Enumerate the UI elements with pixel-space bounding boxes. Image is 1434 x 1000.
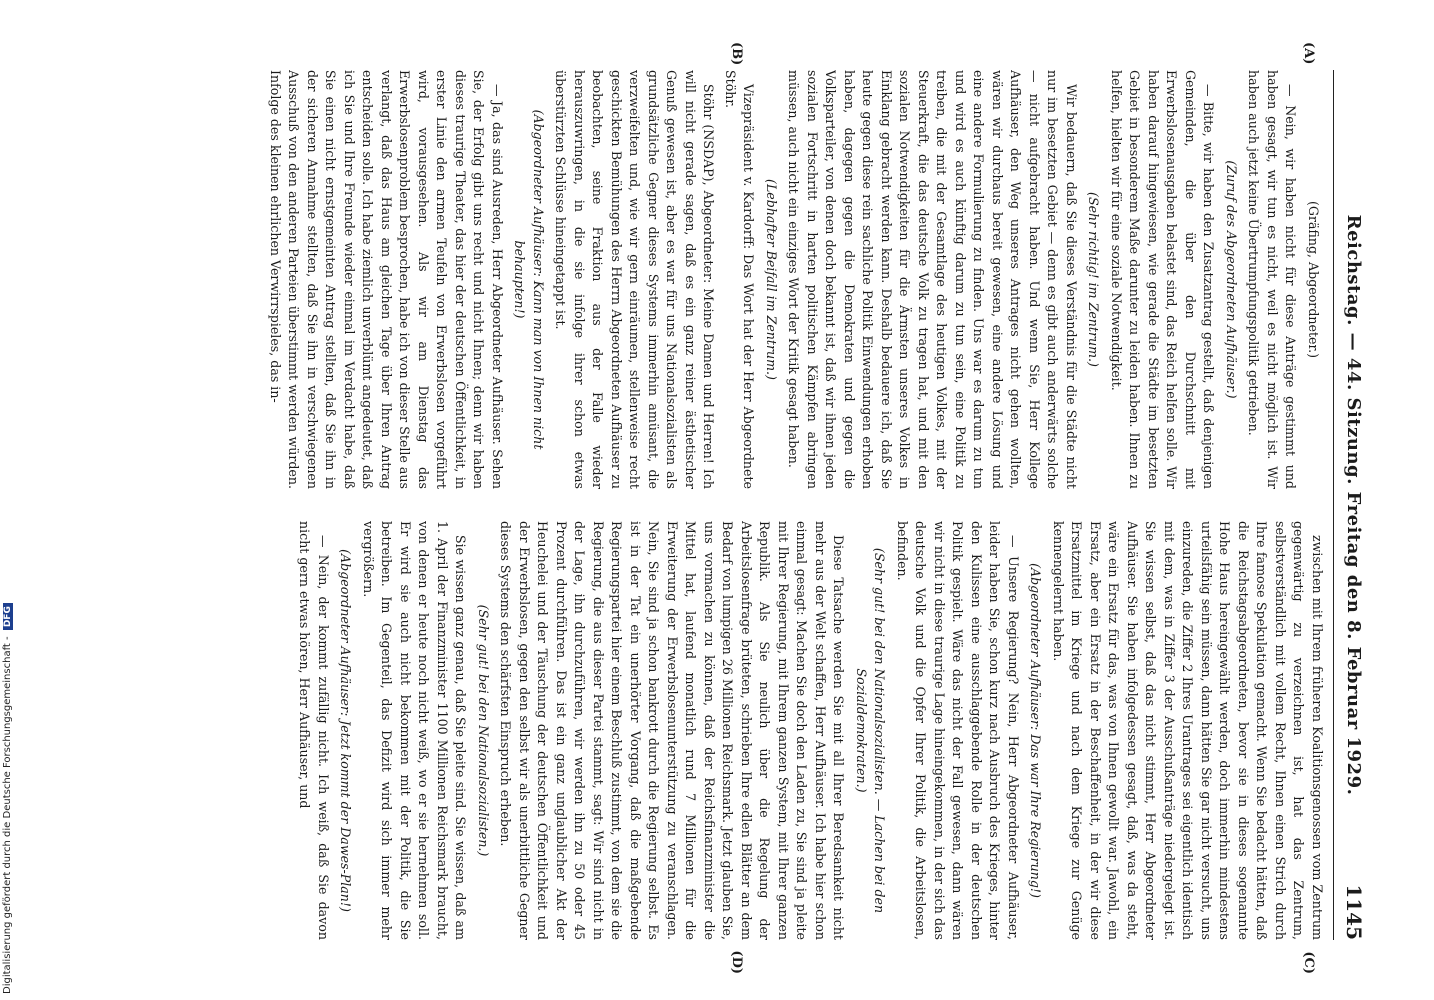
footer-text: Digitalisierung gefördert durch die Deutsche Forschungsgemeinschaft - [2,636,13,994]
margin-marker-d: (D) [729,950,744,974]
interjection: (Zuruf des Abgeordneten Aufhäuser.) [1224,160,1239,399]
paragraph: — Nein, der kommt zufällig nicht. Ich weiß, daß Sie davon nicht gern etwas hören, Herr Aufhäuser, und [297,521,331,940]
page-title: Reichstag. — 44. Sitzung. Freitag den 8. Februar 1929. [1343,214,1365,796]
margin-marker-c: (C) [1301,951,1316,974]
paragraph: Sie wissen ganz genau, daß Sie pleite sind. Sie wissen, daß am 1. April der Finanzminister 1100 Millionen Reichsmark braucht, von denen er heute noch nicht weiß, wo er sie hernehmen soll. Er wird sie auch nicht bekommen mit der Politik, die Sie betreiben. Im Gegenteil, das Defizit wird sich immer mehr vergrößern. [361,521,469,940]
paragraph: Vizepräsident v. Kardorff: Das Wort hat der Herr Abgeordnete Stöhr. [723,70,757,489]
interjection: (Sehr gut! bei den Nationalsozialisten.) [476,604,491,857]
footer-credit [2,0,18,994]
text-columns [160,70,1326,940]
right-column [160,521,1326,940]
footer-strip [2,0,18,1000]
page-header [1333,70,1374,940]
left-column [160,70,1326,489]
interjection: (Sehr gut! bei den Nationalsozialisten. — Lachen bei den Sozialdemokraten.) [854,547,888,914]
paragraph: — Unsere Regierung? Nein, Herr Abgeordneter Aufhäuser, leider haben Sie, schon kurz nach Ausbruch des Krieges, hinter den Kulissen eine ausschlaggebende Rolle in der deutschen Politik gespielt. Wäre das nicht der Fall gewesen, dann wären wir nicht in diese traurige Lage hineingekommen, in der sich das deutsche Volk und die Opfer Ihrer Politik, die Arbeitslosen, befinden. [895,521,1021,940]
interjection: (Lebhafter Beifall im Zentrum.) [764,179,779,380]
interjection: (Sehr richtig! im Zentrum.) [1086,192,1102,367]
interjection: (Abgeordneter Aufhäuser: Das war Ihre Regierung!) [1028,563,1044,898]
paragraph: zwischen mit Ihrem früheren Koalitionsgenossen vom Zentrum gegenwärtig zu verzeichnen ist, hat das Zentrum, selbstverständlich mit vollem Recht, Ihnen einen Strich durch Ihre famose Spekulation gemacht. Wenn Sie bedacht hätten, daß die Reichstagsabgeordneten, bevor sie in dieses sogenannte Hohe Haus hereingewählt werden, doch immerhin mindestens urteilsfähig sein müssen, dann hätten Sie gar nicht versucht, uns einzureden, die Ziffer 2 Ihres Urantrages sei eigentlich identisch mit dem, was in Ziffer 3 der Ausschußanträge niedergelegt ist. Sie wissen selbst, daß das nicht stimmt, Herr Abgeordneter Aufhäuser. Sie haben infolgedessen gesagt, daß, was da steht, wäre ein Ersatz für das, was von Ihnen gewollt war. Jawohl, ein Ersatz, aber ein Ersatz in der Beschaffenheit, in der wir diese Ersatzmittel im Kriege und nach dem Kriege zur Genüge kennengelernt haben. [1051,521,1325,940]
interjection: (Abgeordneter Aufhäuser: Jetzt kommt der Dawes-Plan!) [338,549,354,912]
dfg-logo: DFG [3,603,13,630]
interjection: (Abgeordneter Aufhäuser: Kann man von Ihnen nicht behaupten!) [512,109,546,450]
margin-marker-a: (A) [1301,42,1316,65]
paragraph: Diese Tatsache werden Sie mit all Ihrer Beredsamkeit nicht mehr aus der Welt schaffen, Herr Aufhäuser. Ich habe hier schon einmal gesagt: Machen Sie doch den Laden zu, Sie sind ja pleite mit Ihrer Regierung, mit Ihrem ganzen System, mit Ihrer ganzen Republik. Als Sie neulich über die Regelung der Arbeitslosenfrage brüteten, schrieben Ihre edlen Blätter an dem Bedarf von lumpigen 26 Millionen Reichsmark. Jetzt glauben Sie, uns vormachen zu können, daß der Reichsfinanzminister die Mittel hat, laufend monatlich rund 7 Millionen für die Erweiterung der Erwerbslosenunterstützung zu veranschlagen. Nein, Sie sind ja schon bankrott durch die Regierung selbst. Es ist in der Tat ein unerhörter Vorgang, daß die maßgebende Regierungspartei hier einem Beschluß zustimmt, von dem sie die Regierung, die aus dieser Partei stammt, sagt: Wir sind nicht in der Lage, ihn durchzuführen, wir werden ihn zu 50 oder 45 Prozent durchführen. Das ist ein ganz unglaublicher Akt der Heuchelei und der Täuschung der deutschen Öffentlichkeit und der Erwerbslosen, gegen den selbst wir als unerbittliche Gegner dieses Systems den schärfsten Einspruch erheben. [498,521,847,940]
paragraph: Stöhr (NSDAP), Abgeordneter: Meine Damen und Herren! Ich will nicht gerade sagen, daß es ein ganz reiner ästhetischer Genuß gewesen ist, aber es war für uns Nationalsozialisten als grundsätzliche Gegner dieses Systems immerhin amüsant, die verzweifelten und, wie wir gern einräumen, stellenweise recht geschickten Bemühungen des Herrn Abgeordneten Aufhäuser zu beobachten, seine Fraktion aus der Falle wieder herauszuwringen, in die sie infolge ihrer schon etwas überstürzten Schlüsse hineingetappt ist. [553,70,717,489]
paragraph: — Bitte, wir haben den Zusatzantrag gestellt, daß denjenigen Gemeinden, die über den Durchschnitt mit Erwerbslosenausgaben belastet sind, das Reich helfen solle. Wir haben darauf hingewiesen, wie gerade die Städte im besetzten Gebiet in besonderem Maße darunter zu leiden haben. Ihnen zu helfen, hielten wir für eine soziale Notwendigkeit. [1109,70,1217,489]
speaker-continued: (Gräfing, Abgeordneter.) [1306,200,1321,359]
paragraph: — Nein, wir haben nicht für diese Anträge gestimmt und haben gesagt, wir tun es nicht, weil es nicht möglich ist. Wir haben auch jetzt keine Übertrumpfungspolitik getrieben. [1246,70,1299,489]
margin-marker-b: (B) [729,42,744,66]
page-number: 1145 [1342,884,1366,940]
paragraph: — Ja, das sind Ausreden, Herr Abgeordneter Aufhäuser. Sehen Sie, der Erfolg gibt uns recht und nicht Ihnen; denn wir haben dieses traurige Theater, das hier der deutschen Öffentlichkeit, in erster Linie den armen Teufeln von Erwerbslosen vorgeführt wird, vorausgesehen. Als wir am Dienstag das Erwerbslosenproblem besprochen, habe ich von dieser Stelle aus verlangt, daß das Haus am gleichen Tage über Ihren Antrag entscheiden solle. Ich habe ziemlich unverblümt angedeutet, daß ich Sie und Ihre Freunde wieder einmal im Verdacht habe, daß Sie einen nicht ernstgemeinten Antrag stellten, daß Sie ihn in der sicheren Annahme stellten, daß Sie ihn in verschwiegenen Ausschuß von den anderen Parteien überstimmt werden würden. Infolge des kleinen ehrlichen Verwirrspieles, das in- [268,70,505,489]
paragraph: Wir bedauern, daß Sie dieses Verständnis für die Städte nicht nur im besetzten Gebiet — denn es gibt auch anderwärts solche — nicht aufgebracht haben. Und wenn Sie, Herr Kollege Aufhäuser, den Weg unseres Antrages nicht gehen wollten, wären wir durchaus bereit gewesen, eine andere Lösung und eine andere Formulierung zu finden. Uns war es darum zu tun und wird es auch künftig darum zu tun sein, eine Politik zu treiben, die mit der Gesamtlage des heutigen Volkes, mit der Steuerkraft, die das deutsche Volk zu tragen hat, und mit den sozialen Notwendigkeiten für die Ärmsten unseres Volkes in Einklang gebracht werden kann. Deshalb bedauere ich, daß Sie heute gegen diese rein sachliche Politik Einwendungen erhoben haben, dagegen gegen die Demokraten und gegen die Volksparteiler, von denen doch bekannt ist, daß wir ihnen jeden sozialen Fortschritt in harten politischen Kämpfen abringen müssen, auch nicht ein einziges Wort der Kritik gesagt haben. [786,70,1079,489]
